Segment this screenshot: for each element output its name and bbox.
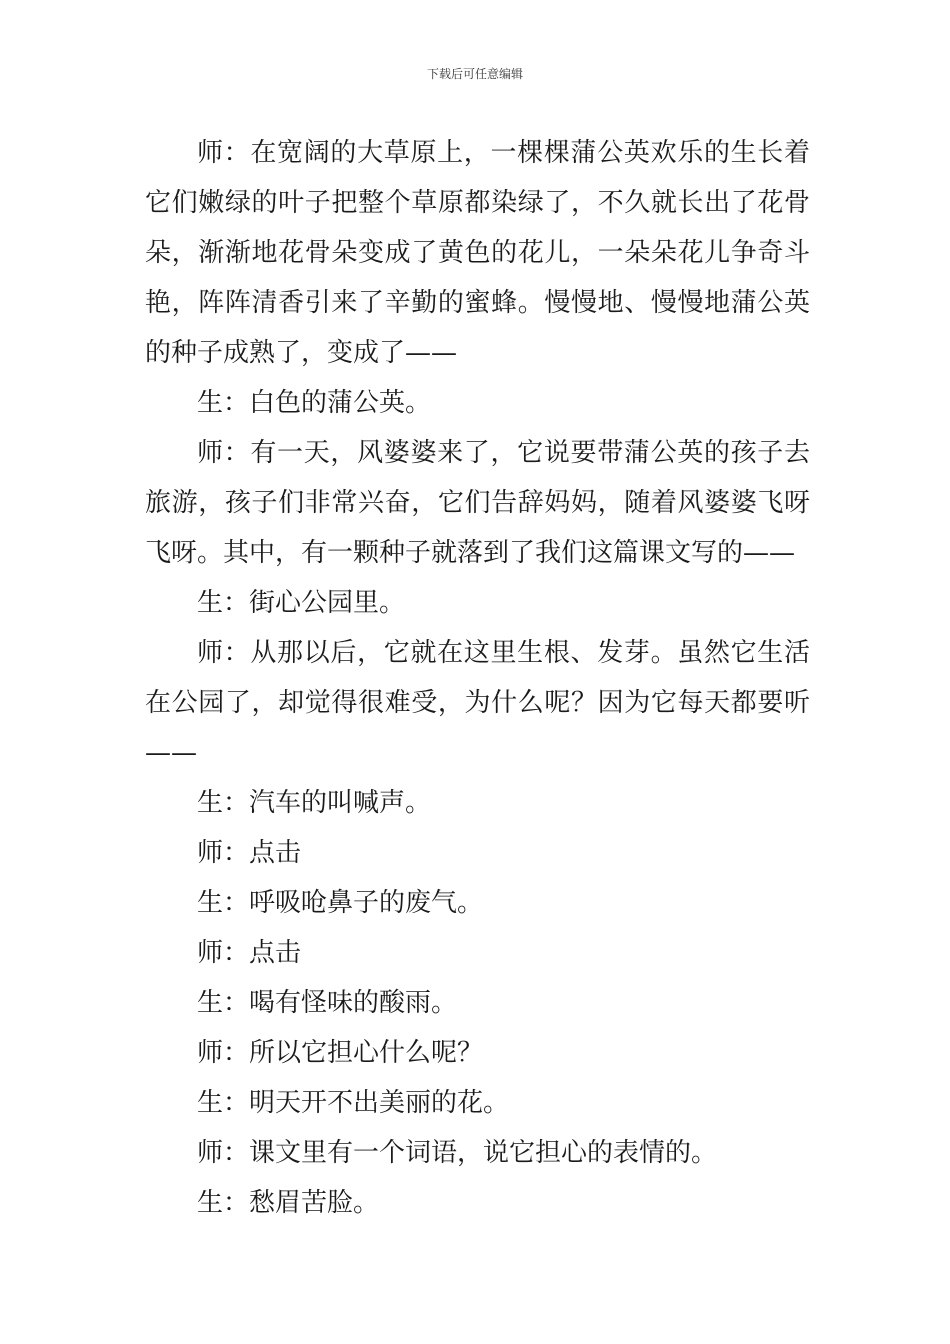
paragraph-student-2: 生：街心公园里。 <box>197 588 406 618</box>
page-header-note: 下载后可任意编辑 <box>426 67 523 81</box>
paragraph-teacher-4: 师：点击 <box>197 838 302 868</box>
paragraph-student-6: 生：明天开不出美丽的花。 <box>197 1088 510 1118</box>
dialogue-body <box>145 128 810 1228</box>
paragraph-student-1: 生：白色的蒲公英。 <box>197 388 432 418</box>
paragraph-student-4: 生：呼吸呛鼻子的废气。 <box>197 888 484 918</box>
paragraph-teacher-3: 师：从那以后，它就在这里生根、发芽。虽然它生活在公园了，却觉得很难受，为什么呢？因为它每天都要听—— <box>145 638 810 768</box>
paragraph-teacher-2: 师：有一天，风婆婆来了，它说要带蒲公英的孩子去旅游，孩子们非常兴奋，它们告辞妈妈，随着风婆婆飞呀飞呀。其中，有一颗种子就落到了我们这篇课文写的—— <box>145 438 810 568</box>
paragraph-teacher-1: 师：在宽阔的大草原上，一棵棵蒲公英欢乐的生长着它们嫩绿的叶子把整个草原都染绿了，不久就长出了花骨朵，渐渐地花骨朵变成了黄色的花儿，一朵朵花儿争奇斗艳，阵阵清香引来了辛勤的蜜蜂。慢慢地、慢慢地蒲公英的种子成熟了，变成了—— <box>145 138 810 368</box>
paragraph-teacher-6: 师：所以它担心什么呢？ <box>197 1038 484 1068</box>
paragraph-teacher-5: 师：点击 <box>197 938 302 968</box>
paragraph-teacher-7: 师：课文里有一个词语，说它担心的表情的。 <box>197 1138 718 1168</box>
paragraph-student-5: 生：喝有怪味的酸雨。 <box>197 988 458 1018</box>
paragraph-student-7: 生：愁眉苦脸。 <box>197 1188 380 1218</box>
paragraph-student-3: 生：汽车的叫喊声。 <box>197 788 432 818</box>
